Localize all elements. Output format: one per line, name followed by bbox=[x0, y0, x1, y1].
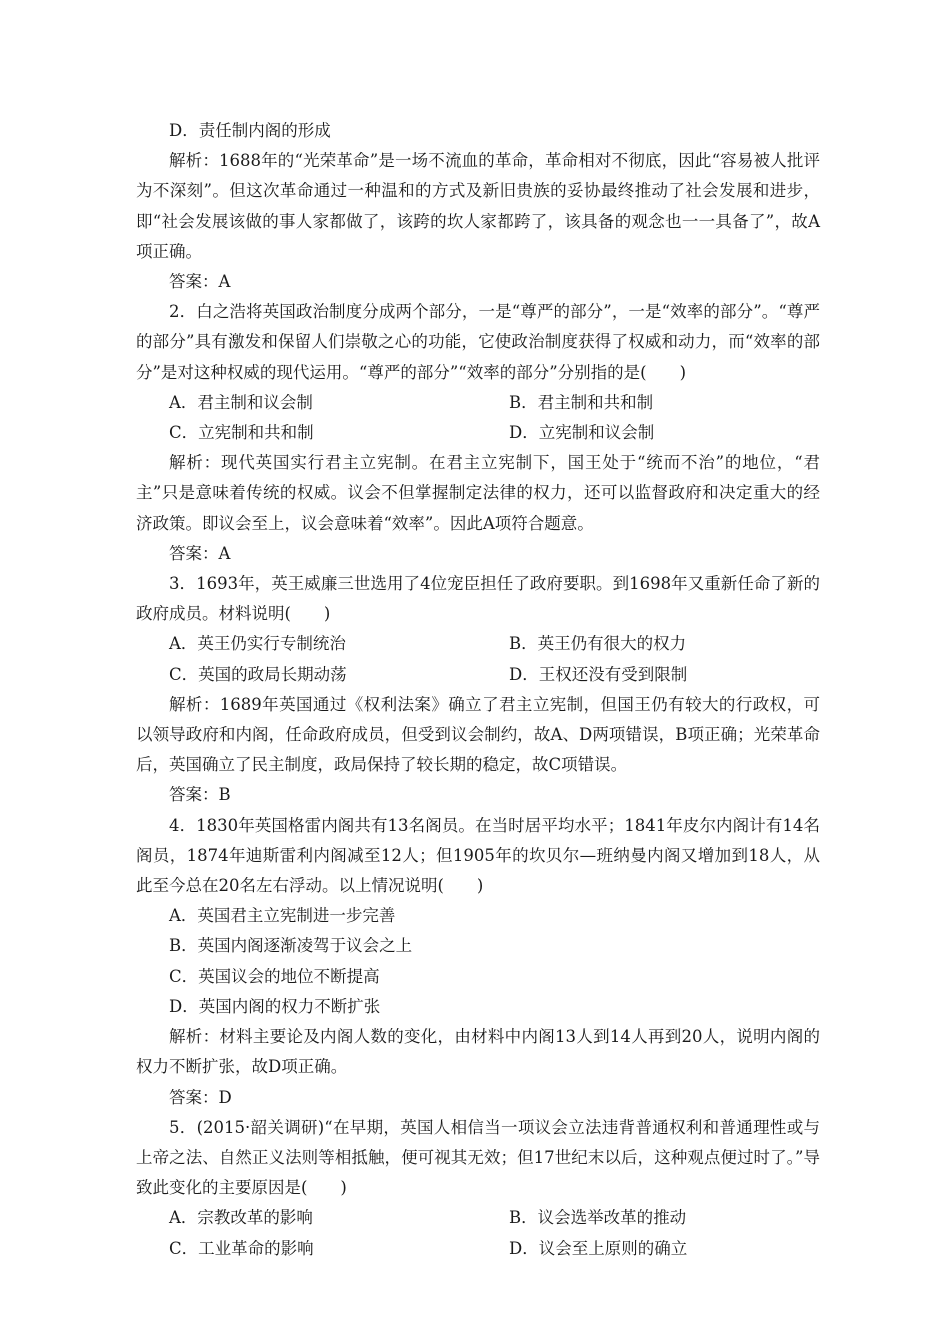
q2-stem: 2．白之浩将英国政治制度分成两个部分，一是“尊严的部分”，一是“效率的部分”。“尊严的部分”具有激发和保留人们崇敬之心的功能，它使政治制度获得了权威和动力，而“效率的部分”是对这种权威的现代运用。“尊严的部分”“效率的部分”分别指的是( ) bbox=[136, 302, 820, 382]
q5-option-a: A．宗教改革的影响 bbox=[169, 1208, 313, 1228]
q2-options-row-2 bbox=[136, 418, 820, 448]
q1-answer: 答案：A bbox=[169, 272, 231, 292]
q2-option-c: C．立宪制和共和制 bbox=[169, 423, 314, 443]
q5-options-row-1 bbox=[136, 1203, 820, 1233]
q2-analysis: 解析：现代英国实行君主立宪制。在君主立宪制下，国王处于“统而不治”的地位，“君主”只是意味着传统的权威。议会不但掌握制定法律的权力，还可以监督政府和决定重大的经济政策。即议会至上，议会意味着“效率”。因此A项符合题意。 bbox=[136, 453, 820, 533]
q4-option-d: D．英国内阁的权力不断扩张 bbox=[169, 996, 381, 1016]
q4-answer: 答案：D bbox=[169, 1087, 232, 1107]
q4-analysis: 解析：材料主要论及内阁人数的变化，由材料中内阁13人到14人再到20人，说明内阁的权力不断扩张，故D项正确。 bbox=[136, 1027, 820, 1077]
q4-option-c: C．英国议会的地位不断提高 bbox=[169, 966, 380, 986]
q5-option-c: C．工业革命的影响 bbox=[169, 1238, 314, 1258]
q3-options-row-2 bbox=[136, 660, 820, 690]
q3-answer: 答案：B bbox=[169, 785, 231, 805]
q3-options-row-1 bbox=[136, 629, 820, 659]
q4-stem: 4．1830年英国格雷内阁共有13名阁员。在当时居平均水平；1841年皮尔内阁计有14名阁员，1874年迪斯雷利内阁减至12人；但1905年的坎贝尔—班纳曼内阁又增加到18人，从此至今总在20名左右浮动。以上情况说明( ) bbox=[136, 815, 820, 896]
q2-option-a: A．君主制和议会制 bbox=[169, 392, 313, 412]
document-page bbox=[136, 116, 820, 1264]
q3-stem: 3．1693年，英王威廉三世选用了4位宠臣担任了政府要职。到1698年又重新任命了新的政府成员。材料说明( ) bbox=[136, 574, 820, 624]
q1-option-d: D．责任制内阁的形成 bbox=[169, 121, 331, 140]
q5-stem: 5．(2015·韶关调研)“在早期，英国人相信当一项议会立法违背普通权利和普通理性或与上帝之法、自然正义法则等相抵触，便可视其无效；但17世纪末以后，这种观点便过时了。”导致此变化的主要原因是( ) bbox=[136, 1117, 820, 1198]
q2-answer: 答案：A bbox=[169, 543, 231, 563]
q2-option-d: D．立宪制和议会制 bbox=[509, 423, 655, 443]
q4-option-b: B．英国内阁逐渐凌驾于议会之上 bbox=[169, 936, 413, 956]
q3-option-b: B．英王仍有很大的权力 bbox=[509, 634, 687, 654]
q3-option-c: C．英国的政局长期动荡 bbox=[169, 664, 347, 684]
q5-option-d: D．议会至上原则的确立 bbox=[509, 1238, 688, 1258]
q1-analysis: 解析：1688年的“光荣革命”是一场不流血的革命，革命相对不彻底，因此“容易被人批评为不深刻”。但这次革命通过一种温和的方式及新旧贵族的妥协最终推动了社会发展和进步，即“社会发展该做的事人家都做了，该跨的坎人家都跨了，该具备的观念也一一具备了”，故A项正确。 bbox=[136, 151, 820, 261]
q2-options-row-1 bbox=[136, 388, 820, 418]
q4-option-a: A．英国君主立宪制进一步完善 bbox=[169, 906, 396, 926]
q3-option-a: A．英王仍实行专制统治 bbox=[169, 634, 346, 654]
q5-options-row-2 bbox=[136, 1234, 820, 1264]
q3-analysis: 解析：1689年英国通过《权利法案》确立了君主立宪制，但国王仍有较大的行政权，可以领导政府和内阁，任命政府成员，但受到议会制约，故A、D两项错误，B项正确；光荣革命后，英国确立了民主制度，政局保持了较长期的稳定，故C项错误。 bbox=[136, 694, 820, 775]
q5-option-b: B．议会选举改革的推动 bbox=[509, 1208, 687, 1228]
q2-option-b: B．君主制和共和制 bbox=[509, 392, 654, 412]
q3-option-d: D．王权还没有受到限制 bbox=[509, 664, 688, 684]
